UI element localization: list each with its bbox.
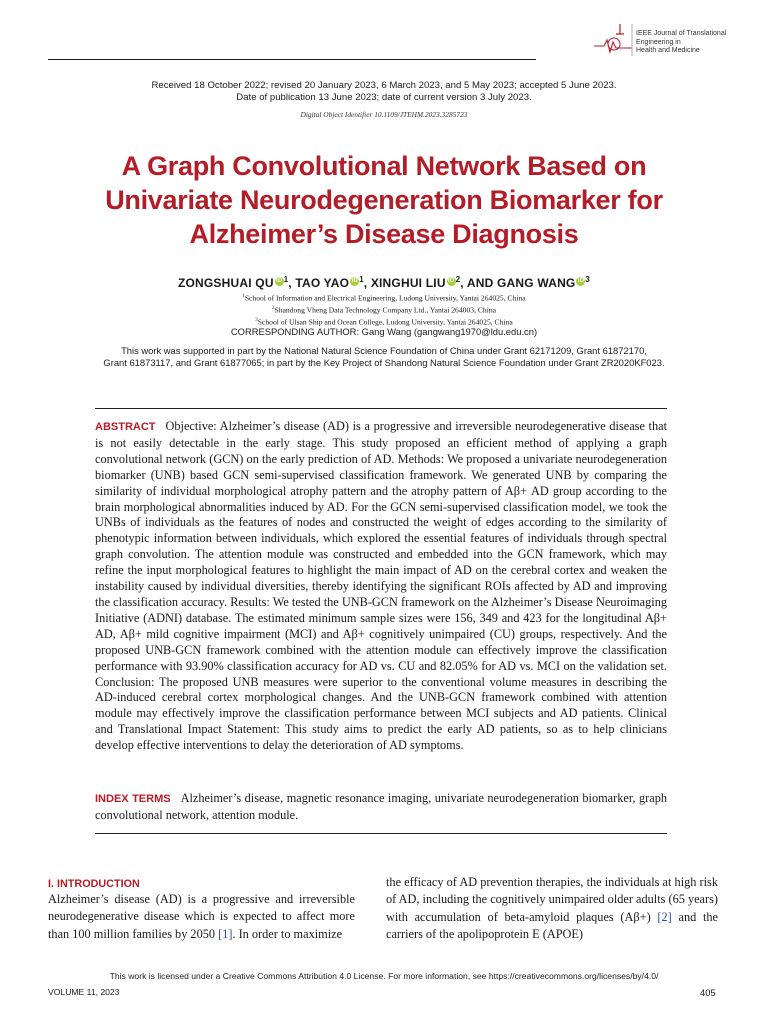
funding-line: This work was supported in part by the National Natural Science Foundation of China under Grant 62171209, Grant 61872170, bbox=[121, 345, 647, 356]
author-name: XINGHUI LIU bbox=[370, 276, 446, 290]
abstract-top-rule bbox=[95, 408, 667, 409]
received-dates bbox=[0, 80, 768, 104]
title-line: Univariate Neurodegeneration Biomarker for bbox=[105, 185, 663, 215]
author-separator: , AND bbox=[460, 276, 497, 290]
abstract-text: Objective: Alzheimer’s disease (AD) is a progressive and irreversible neurodegenerative disease that is not easily detectable in the early stage. This study proposed an efficient method of applying a graph convolutional network (GCN) on the early prediction of AD. Methods: We proposed a univariate neurodegeneration biomarker (UNB) based GCN semi-supervised classification framework. We generated UNB by comparing the similarity of individual morphological atrophy pattern and the atrophy pattern of Aβ+ AD group according to the brain morphological abnormalities induced by AD. For the GCN semi-supervised classification model, we took the UNBs of individuals as the features of nodes and constructed the weight of edges according to the similarity of phenotypic information between individuals, which explored the essential features of individuals through spectral graph convolution. The attention module was constructed and embedded into the GCN framework, which may refine the input morphological features to highlight the main impact of AD on the cerebral cortex and weaken the instability caused by individual diversities, thereby identifying the significant ROIs affected by AD and improving the classification accuracy. Results: We tested the UNB-GCN framework on the Alzheimer’s Disease Neuroimaging Initiative (ADNI) database. The estimated minimum sample sizes were 156, 349 and 423 for the longitudinal Aβ+ AD, Aβ+ mild cognitive impairment (MCI) and Aβ+ cognitively unimpaired (CU) groups, respectively. And the proposed UNB-GCN framework combined with the attention module can effectively improve the classification performance with 93.90% classification accuracy for AD vs. CU and 82.05% for AD vs. MCI on the validation set. Conclusion: The proposed UNB measures were superior to the conventional volume measures in describing the AD-induced cerebral cortex morphological changes. And the UNB-GCN framework combined with attention module may effectively improve the classification performance between MCI subjects and AD patients. Clinical and Translational Impact Statement: This study aims to predict the early AD patients, so as to help clinicians develop effective interventions to delay the deterioration of AD symptoms. bbox=[95, 419, 667, 753]
journal-name-line: Health and Medicine bbox=[636, 47, 700, 54]
doi: Digital Object Identifier 10.1109/JTEHM.2023.3285723 bbox=[300, 110, 468, 119]
abstract bbox=[95, 419, 667, 754]
corresponding-author: CORRESPONDING AUTHOR: Gang Wang (gangwang1970@ldu.edu.cn) bbox=[230, 326, 538, 337]
body-column-right bbox=[386, 874, 718, 944]
title-line: Alzheimer’s Disease Diagnosis bbox=[189, 219, 579, 249]
header-rule bbox=[48, 59, 536, 60]
affiliations bbox=[0, 292, 768, 328]
affiliation-text: Shandong Vheng Data Technology Company Ltd., Yantai 264003, China bbox=[274, 305, 496, 315]
author-affiliation-number: 1 bbox=[283, 275, 289, 284]
journal-name bbox=[636, 30, 746, 56]
section-heading: I. INTRODUCTION bbox=[48, 878, 140, 890]
funding-line: Grant 61873117, and Grant 61877065; in part by the Key Project of Shandong Natural Science Foundation under Grant ZR2020KF023. bbox=[103, 357, 665, 368]
body-text: the efficacy of AD prevention therapies, the individuals at high risk of AD, including the cognitively unimpaired older adults (65 years) with accumulation of beta-amyloid plaques (Aβ+) bbox=[386, 875, 718, 924]
received-line: Received 18 October 2022; revised 20 January 2023, 6 March 2023, and 5 May 2023; accepted 5 June 2023. bbox=[151, 80, 617, 91]
affiliation-text: School of Ulsan Ship and Ocean College, Ludong University, Yantai 264025, China bbox=[257, 317, 513, 327]
affiliation-number: 2 bbox=[272, 306, 275, 312]
author-separator: , bbox=[288, 276, 296, 290]
publication-line: Date of publication 13 June 2023; date of current version 3 July 2023. bbox=[236, 92, 532, 103]
author-name: GANG WANG bbox=[497, 276, 576, 290]
author-separator: , bbox=[363, 276, 371, 290]
title-line: A Graph Convolutional Network Based on bbox=[121, 151, 647, 181]
author-affiliation-number: 1 bbox=[359, 275, 364, 284]
journal-name-line: IEEE Journal of Translational bbox=[636, 30, 727, 37]
page-number: 405 bbox=[700, 987, 716, 998]
citation-link[interactable]: [1] bbox=[218, 926, 233, 941]
author-affiliation-number: 3 bbox=[585, 275, 591, 284]
abstract-bottom-rule bbox=[95, 833, 667, 834]
index-terms-label: INDEX TERMS bbox=[95, 793, 171, 805]
license-notice: This work is licensed under a Creative Commons Attribution 4.0 License. For more information, see https://creativecommons.org/licenses/by/4.0/ bbox=[109, 971, 659, 981]
body-text: Alzheimer’s disease (AD) is a progressive and irreversible neurodegenerative disease which is expected to affect more than 100 million families by 2050 bbox=[48, 892, 355, 941]
author-list bbox=[0, 275, 768, 290]
journal-name-line: Engineering in bbox=[636, 38, 681, 46]
paper-title bbox=[60, 149, 708, 251]
body-text: and the carriers of the apolipoprotein E (APOE) bbox=[386, 909, 718, 942]
affiliation-number: 1 bbox=[242, 294, 245, 299]
volume-label: VOLUME 11, 2023 bbox=[48, 987, 120, 997]
affiliation-number: 3 bbox=[255, 318, 258, 324]
citation-link[interactable]: [2] bbox=[657, 909, 672, 924]
author-name: TAO YAO bbox=[295, 276, 350, 290]
funding-statement bbox=[60, 345, 708, 369]
index-terms-text: Alzheimer’s disease, magnetic resonance imaging, univariate neurodegeneration biomarker, graph convolutional network, attention module. bbox=[95, 791, 667, 822]
affiliation bbox=[0, 304, 768, 316]
orcid-icon[interactable]: iD bbox=[577, 278, 585, 284]
body-column-left bbox=[48, 891, 355, 943]
abstract-label: ABSTRACT bbox=[95, 421, 156, 433]
orcid-icon[interactable]: iD bbox=[351, 278, 358, 284]
author-affiliation-number: 2 bbox=[455, 275, 461, 284]
orcid-icon[interactable]: iD bbox=[276, 278, 283, 284]
orcid-icon[interactable]: iD bbox=[447, 278, 455, 284]
affiliation bbox=[0, 292, 768, 304]
body-text: . In order to maximize bbox=[232, 926, 343, 941]
affiliation-text: School of Information and Electrical Engineering, Ludong University, Yantai 264025, China bbox=[244, 293, 526, 303]
index-terms bbox=[95, 791, 667, 823]
author-name: ZONGSHUAI QU bbox=[177, 276, 274, 290]
